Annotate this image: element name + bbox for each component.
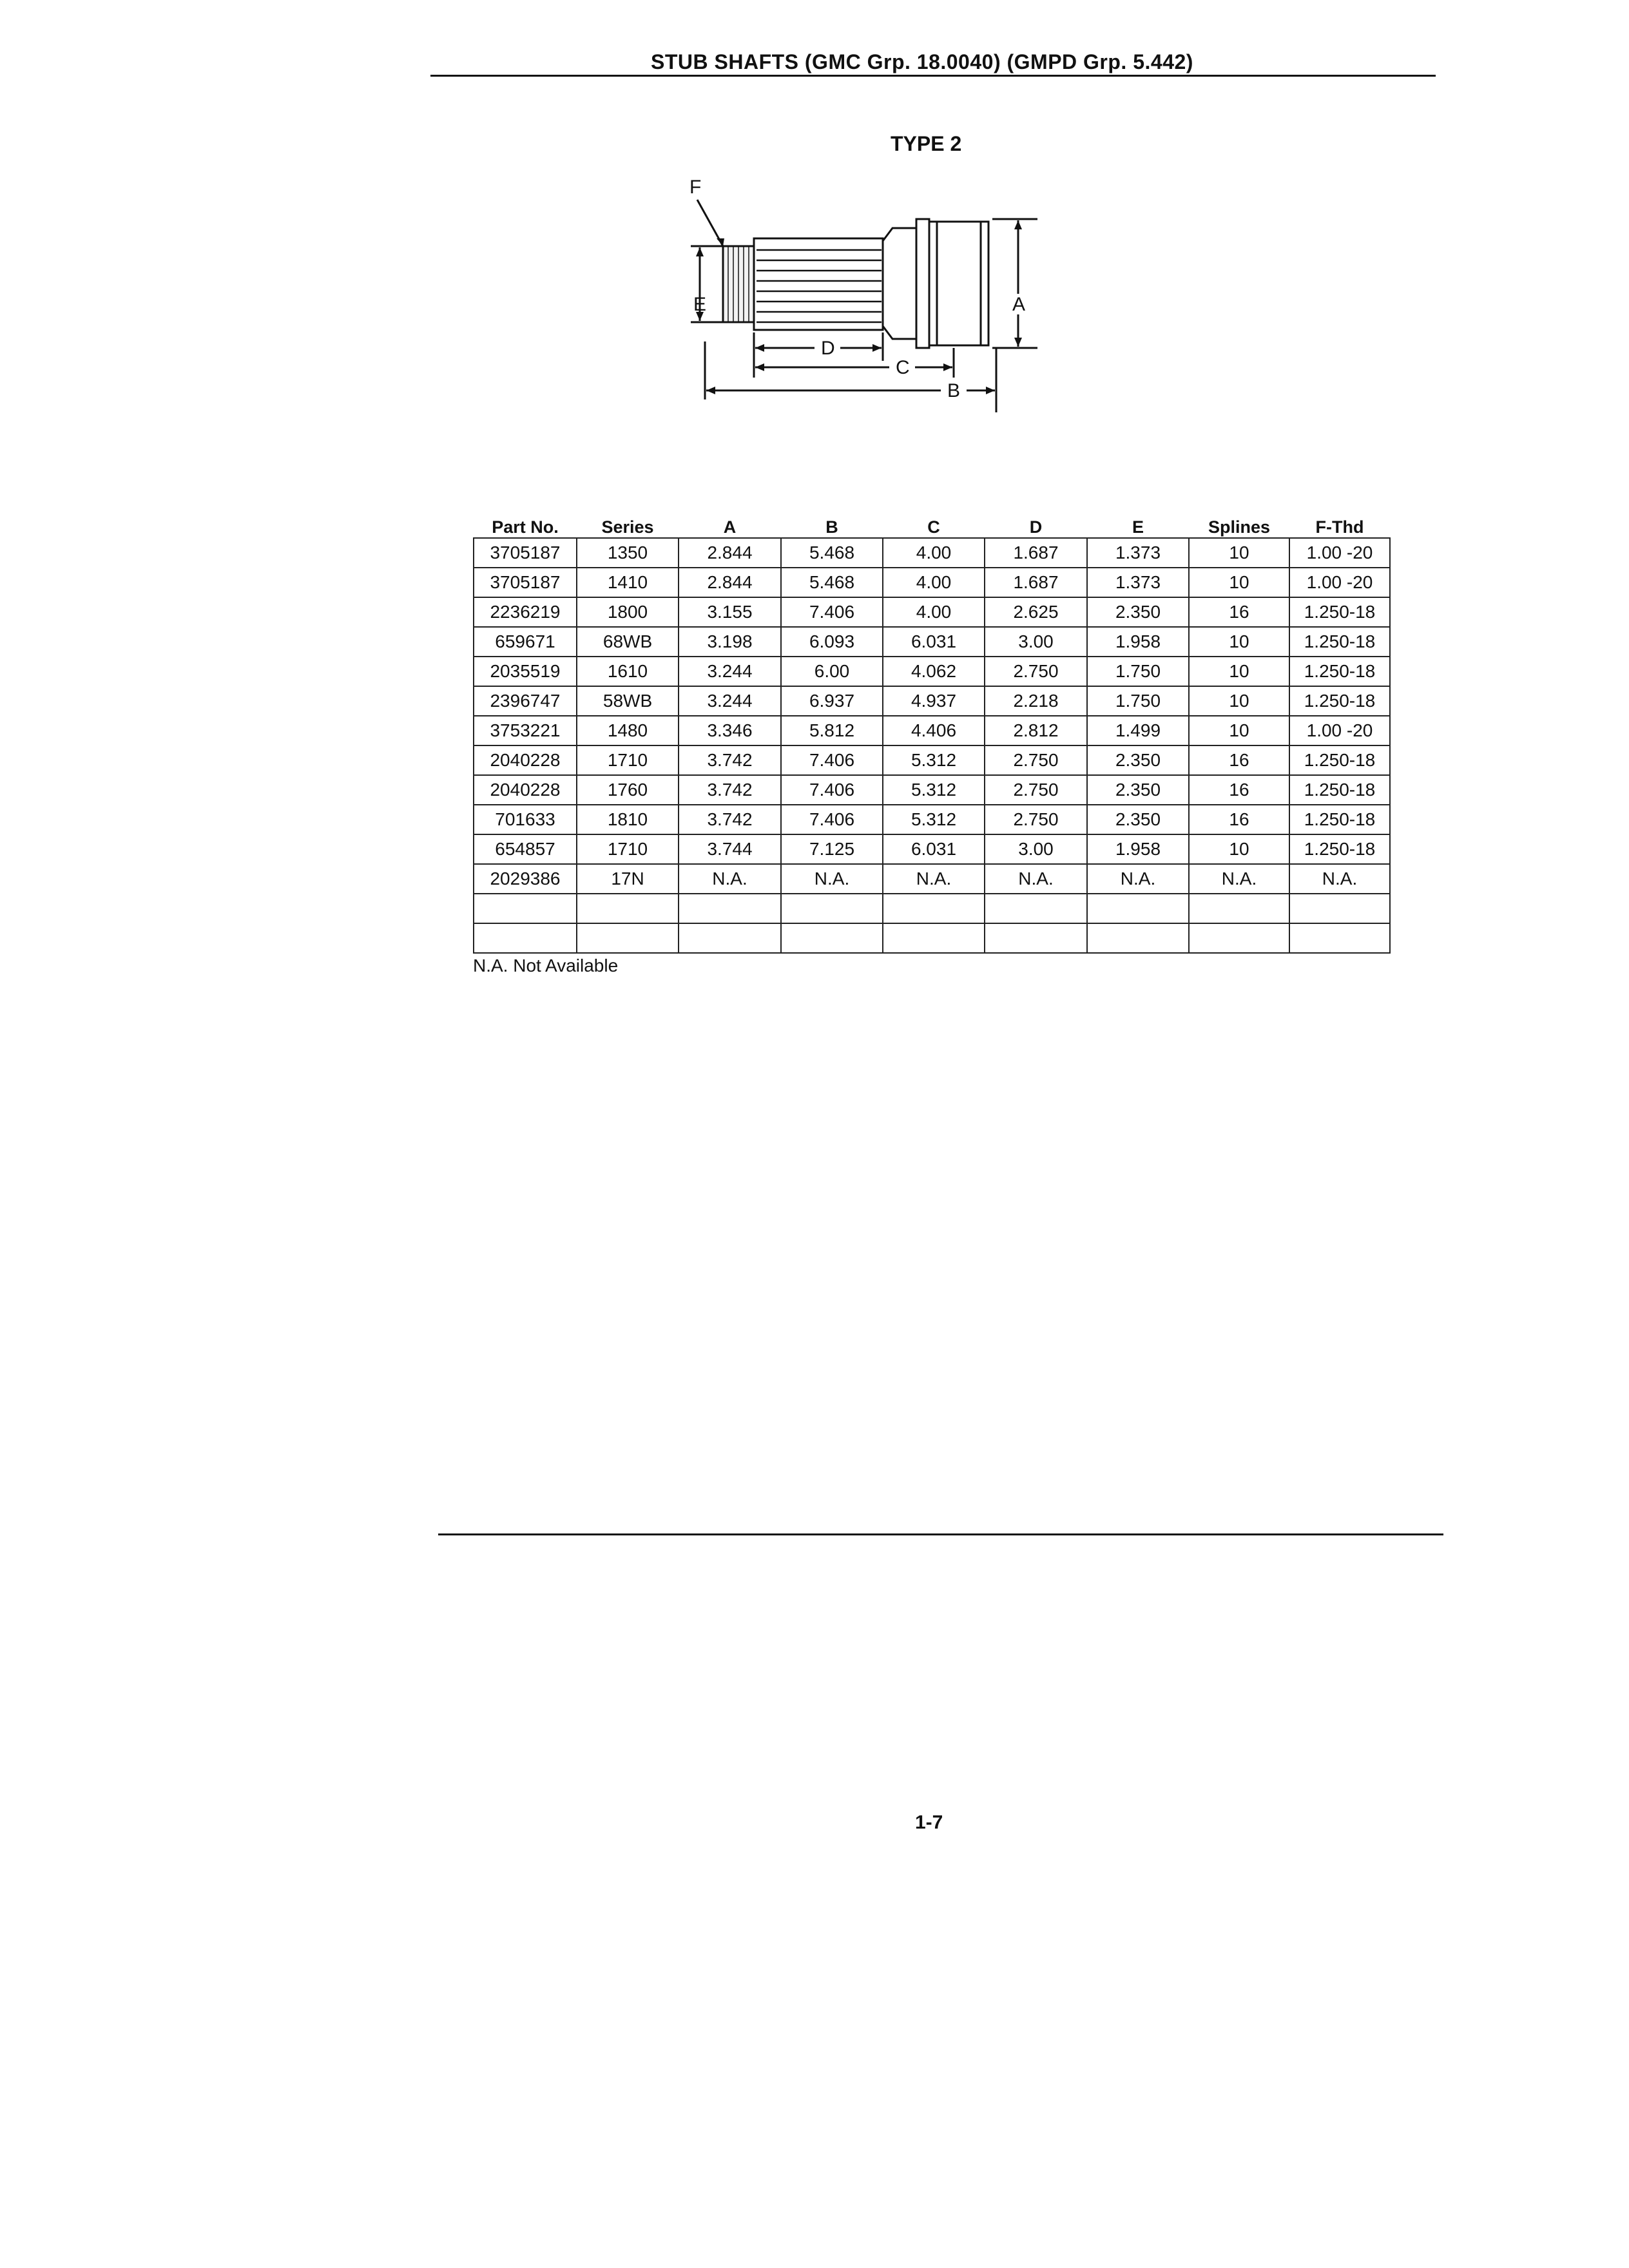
table-cell: 10 (1189, 538, 1289, 568)
footer-rule (438, 1533, 1443, 1535)
table-cell: 3705187 (474, 568, 577, 597)
table-cell: 1.687 (985, 538, 1087, 568)
table-cell (1289, 894, 1390, 923)
table-cell: N.A. (985, 864, 1087, 894)
table-cell: 4.406 (883, 716, 985, 745)
table-cell (1087, 923, 1189, 953)
table-cell (1087, 894, 1189, 923)
spline-section (754, 238, 883, 330)
table-cell (679, 923, 781, 953)
shaft-ring (916, 219, 929, 348)
table-cell: 2.350 (1087, 775, 1189, 805)
table-cell: 1.00 -20 (1289, 716, 1390, 745)
table-cell: 1.958 (1087, 627, 1189, 657)
table-cell: 1.687 (985, 568, 1087, 597)
table-cell: 7.125 (781, 834, 883, 864)
table-cell: 5.468 (781, 568, 883, 597)
table-cell: 58WB (577, 686, 679, 716)
table-header-row (474, 513, 1390, 538)
table-cell: N.A. (883, 864, 985, 894)
table-cell: 2035519 (474, 657, 577, 686)
table-cell: 3.244 (679, 657, 781, 686)
table-row (474, 894, 1390, 923)
spline-grooves (757, 250, 882, 322)
stub-shaft-table (473, 513, 1391, 954)
table-cell: N.A. (781, 864, 883, 894)
column-header: A (723, 517, 737, 537)
table-cell: 4.00 (883, 597, 985, 627)
table-cell: 68WB (577, 627, 679, 657)
table-cell: 1.250-18 (1289, 686, 1390, 716)
table-cell: 6.093 (781, 627, 883, 657)
table-cell: 10 (1189, 834, 1289, 864)
table-cell: 3753221 (474, 716, 577, 745)
table-cell (679, 894, 781, 923)
table-cell: 2.750 (985, 805, 1087, 834)
table-cell (985, 923, 1087, 953)
table-cell: 1810 (577, 805, 679, 834)
table-cell: 3.155 (679, 597, 781, 627)
table-cell: 2396747 (474, 686, 577, 716)
table-cell: 16 (1189, 597, 1289, 627)
table-cell: N.A. (1189, 864, 1289, 894)
table-cell: 16 (1189, 775, 1289, 805)
column-header: Part No. (492, 517, 559, 537)
table-row (474, 805, 1390, 834)
column-header: Splines (1208, 517, 1271, 537)
table-cell: 2.750 (985, 745, 1087, 775)
table-cell: 2236219 (474, 597, 577, 627)
table-cell: 5.312 (883, 775, 985, 805)
table-cell (1289, 923, 1390, 953)
table-cell: 3.742 (679, 745, 781, 775)
page-number: 1-7 (915, 1812, 943, 1833)
table-cell: 2.625 (985, 597, 1087, 627)
table-cell: 7.406 (781, 775, 883, 805)
table-cell: 2040228 (474, 745, 577, 775)
table-cell: N.A. (1087, 864, 1189, 894)
table-cell: 4.062 (883, 657, 985, 686)
table-cell: 1410 (577, 568, 679, 597)
table-cell: 10 (1189, 627, 1289, 657)
table-cell: 2.812 (985, 716, 1087, 745)
table-cell: 1.250-18 (1289, 775, 1390, 805)
table-cell: 3.198 (679, 627, 781, 657)
table-cell: 1610 (577, 657, 679, 686)
table-cell: 3.744 (679, 834, 781, 864)
table-cell: 654857 (474, 834, 577, 864)
table-cell: 4.00 (883, 538, 985, 568)
table-cell: 3.00 (985, 627, 1087, 657)
table-cell: 1.250-18 (1289, 597, 1390, 627)
table-cell: 1710 (577, 745, 679, 775)
table-cell: 6.00 (781, 657, 883, 686)
table-cell: N.A. (679, 864, 781, 894)
table-cell: 5.312 (883, 805, 985, 834)
table-row (474, 864, 1390, 894)
table-cell: 16 (1189, 805, 1289, 834)
table-cell: 2040228 (474, 775, 577, 805)
dim-label-b: B (947, 380, 961, 401)
table-cell: N.A. (1289, 864, 1390, 894)
table-cell: 1.750 (1087, 686, 1189, 716)
table-row (474, 716, 1390, 745)
table-cell: 659671 (474, 627, 577, 657)
table-cell: 2.750 (985, 775, 1087, 805)
table-cell (883, 894, 985, 923)
column-header: Series (601, 517, 654, 537)
table-cell: 1.250-18 (1289, 834, 1390, 864)
table-cell: 1.250-18 (1289, 657, 1390, 686)
table-cell (474, 923, 577, 953)
table-cell (781, 894, 883, 923)
shaft-end-body (929, 222, 988, 345)
table-cell: 1.373 (1087, 568, 1189, 597)
table-cell (985, 894, 1087, 923)
table-cell: 3.742 (679, 775, 781, 805)
table-cell: 1.250-18 (1289, 745, 1390, 775)
table-row (474, 686, 1390, 716)
table-cell: 1.958 (1087, 834, 1189, 864)
table-cell (1189, 894, 1289, 923)
table-row (474, 597, 1390, 627)
table-cell: 1.373 (1087, 538, 1189, 568)
table-cell: 1800 (577, 597, 679, 627)
table-cell: 2.350 (1087, 597, 1189, 627)
table-cell: 1.250-18 (1289, 627, 1390, 657)
dim-label-c: C (896, 357, 910, 378)
table-cell (577, 894, 679, 923)
shaft-shoulder (883, 228, 916, 339)
table-row (474, 627, 1390, 657)
table-cell: 16 (1189, 745, 1289, 775)
table-cell: 1480 (577, 716, 679, 745)
table-row (474, 657, 1390, 686)
table-cell: 6.937 (781, 686, 883, 716)
table-cell (1189, 923, 1289, 953)
table-cell: 10 (1189, 686, 1289, 716)
table-cell: 1710 (577, 834, 679, 864)
dim-label-a: A (1012, 294, 1026, 315)
table-cell: 6.031 (883, 627, 985, 657)
table-cell: 10 (1189, 657, 1289, 686)
table-cell: 1.250-18 (1289, 805, 1390, 834)
dim-label-f: F (689, 177, 702, 198)
table-cell: 17N (577, 864, 679, 894)
column-header: F-Thd (1315, 517, 1364, 537)
table-cell: 10 (1189, 716, 1289, 745)
table-cell: 5.812 (781, 716, 883, 745)
table-cell: 2.844 (679, 568, 781, 597)
table-cell: 10 (1189, 568, 1289, 597)
table-cell: 1.00 -20 (1289, 538, 1390, 568)
table-cell (474, 894, 577, 923)
column-header: C (927, 517, 940, 537)
footnote: N.A. Not Available (473, 956, 619, 975)
dim-label-d: D (821, 338, 835, 359)
table-cell: 2.844 (679, 538, 781, 568)
table-cell: 3705187 (474, 538, 577, 568)
table-cell: 4.937 (883, 686, 985, 716)
header-rule (430, 75, 1436, 77)
column-header: E (1132, 517, 1144, 537)
column-header: D (1029, 517, 1043, 537)
table-cell: 4.00 (883, 568, 985, 597)
table-cell: 2.750 (985, 657, 1087, 686)
table-cell: 1.499 (1087, 716, 1189, 745)
table-cell (781, 923, 883, 953)
table-cell: 2029386 (474, 864, 577, 894)
table-cell: 1760 (577, 775, 679, 805)
table-row (474, 568, 1390, 597)
table-cell: 6.031 (883, 834, 985, 864)
table-row (474, 923, 1390, 953)
table-row (474, 834, 1390, 864)
figure-type-label: TYPE 2 (891, 132, 962, 155)
table-cell: 3.00 (985, 834, 1087, 864)
table-cell: 2.218 (985, 686, 1087, 716)
table-row (474, 775, 1390, 805)
table-cell: 2.350 (1087, 805, 1189, 834)
table-cell: 1350 (577, 538, 679, 568)
table-cell: 2.350 (1087, 745, 1189, 775)
table-cell: 1.750 (1087, 657, 1189, 686)
column-header: B (825, 517, 838, 537)
table-cell: 5.468 (781, 538, 883, 568)
table-cell: 3.244 (679, 686, 781, 716)
table-row (474, 538, 1390, 568)
table-cell: 701633 (474, 805, 577, 834)
table-cell: 7.406 (781, 805, 883, 834)
stub-shaft-diagram (677, 174, 1205, 464)
table-cell: 3.742 (679, 805, 781, 834)
dim-label-e: E (693, 294, 707, 315)
table-cell (577, 923, 679, 953)
table-cell (883, 923, 985, 953)
table-cell: 3.346 (679, 716, 781, 745)
table-row (474, 745, 1390, 775)
table-cell: 1.00 -20 (1289, 568, 1390, 597)
page-title: STUB SHAFTS (GMC Grp. 18.0040) (GMPD Grp. 5.442) (651, 50, 1193, 73)
table-cell: 7.406 (781, 745, 883, 775)
table-cell: 5.312 (883, 745, 985, 775)
table-cell: 7.406 (781, 597, 883, 627)
table-body (474, 538, 1390, 953)
